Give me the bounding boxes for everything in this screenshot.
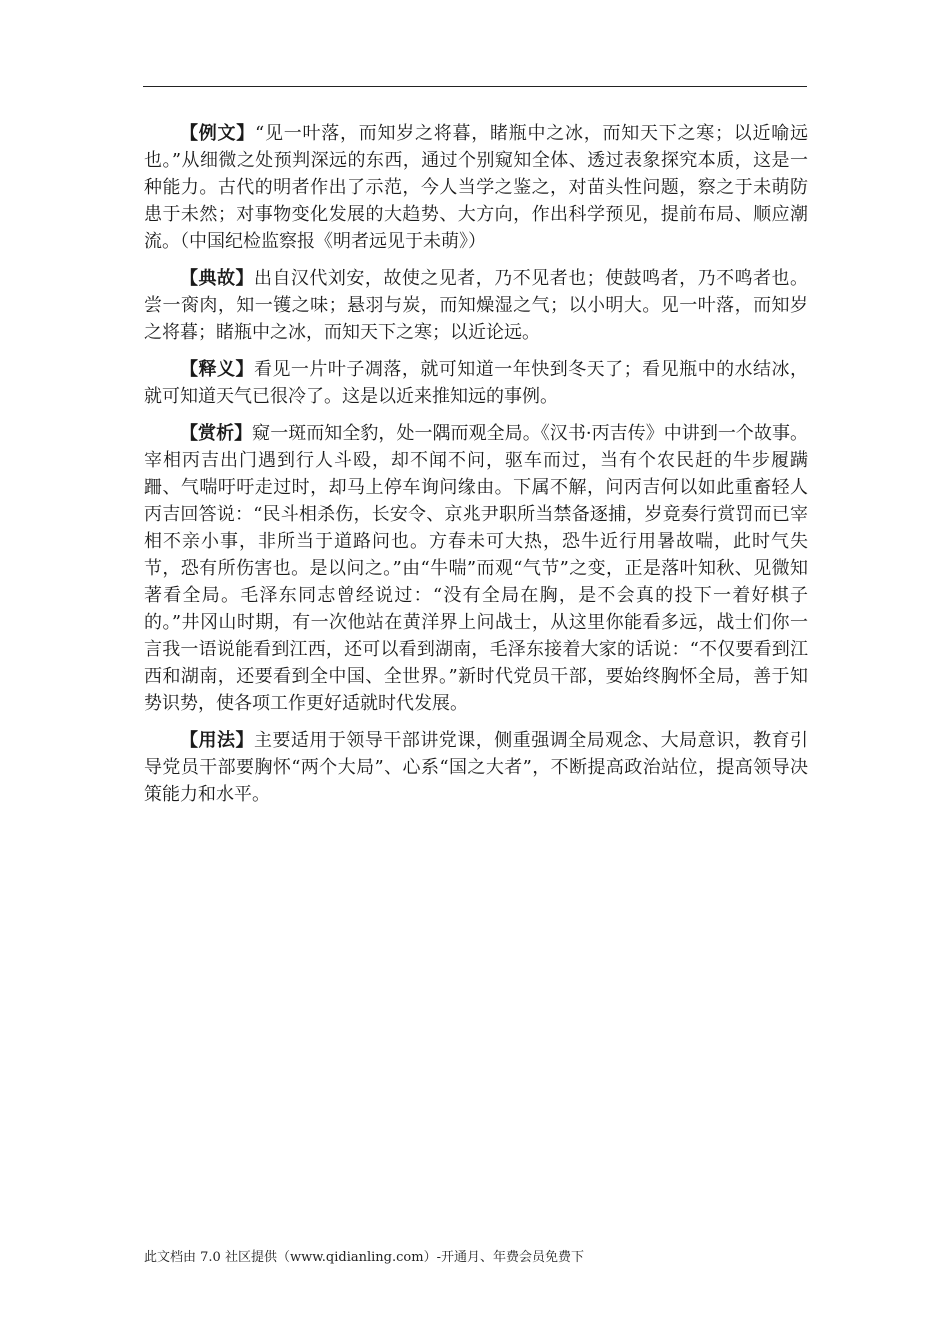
header-rule	[143, 86, 807, 87]
section-text: 窥一斑而知全豹，处一隅而观全局。《汉书·丙吉传》中讲到一个故事。宰相丙吉出门遇到行人斗殴，却不闻不问，驱车而过，当有个农民赶的牛步履蹒跚、气喘吁吁走过时，却马上停车询问缘由。下属不解，问丙吉何以如此重畜轻人丙吉回答说：“民斗相杀伤，长安令、京兆尹职所当禁备逐捕，岁竟奏行赏罚而已宰相不亲小事，非所当于道路问也。方春未可大热，恐牛近行用暑故喘，此时气失节，恐有所伤害也。是以问之。”由“牛喘”而观“气节”之变，正是落叶知秋、见微知著看全局。毛泽东同志曾经说过：“没有全局在胸，是不会真的投下一着好棋子的。”井冈山时期，有一次他站在黄洋界上问战士，从这里你能看多远，战士们你一言我一语说能看到江西，还可以看到湖南，毛泽东接着大家的话说：“不仅要看到江西和湖南，还要看到全中国、全世界。”新时代党员干部，要始终胸怀全局，善于知势识势，使各项工作更好适就时代发展。	[144, 423, 809, 714]
section-allusion	[144, 265, 808, 346]
section-text: “见一叶落，而知岁之将暮，睹瓶中之冰，而知天下之寒；以近喻远也。”从细微之处预判深远的东西，通过个别窥知全体、透过表象探究本质，这是一种能力。古代的明者作出了示范，今人当学之鉴之，对苗头性问题，察之于未萌防患于未然；对事物变化发展的大趋势、大方向，作出科学预见，提前布局、顺应潮流。（中国纪检监察报《明者远见于未萌》）	[144, 123, 809, 252]
section-text: 看见一片叶子凋落，就可知道一年快到冬天了；看见瓶中的水结冰，就可知道天气已很冷了。这是以近来推知远的事例。	[144, 359, 809, 407]
section-example	[144, 120, 808, 255]
page-footer: 此文档由 7.0 社区提供（www.qidianling.com）-开通月、年费会员免费下	[144, 1250, 584, 1265]
section-tag: 【赏析】	[180, 423, 253, 444]
section-text: 出自汉代刘安，故使之见者，乃不见者也；使鼓鸣者，乃不鸣者也。尝一脔肉，知一镬之味；悬羽与炭，而知燥湿之气；以小明大。见一叶落，而知岁之将暮；睹瓶中之冰，而知天下之寒；以近论远。	[144, 268, 809, 343]
section-tag: 【用法】	[180, 730, 254, 751]
section-usage	[144, 727, 808, 808]
document-body	[144, 120, 808, 818]
section-tag: 【典故】	[180, 268, 254, 289]
section-tag: 【释义】	[180, 359, 254, 380]
section-text: 主要适用于领导干部讲党课，侧重强调全局观念、大局意识，教育引导党员干部要胸怀“两个大局”、心系“国之大者”，不断提高政治站位，提高领导决策能力和水平。	[144, 730, 809, 805]
section-tag: 【例文】	[180, 123, 256, 144]
section-appreciation	[144, 420, 808, 717]
section-meaning	[144, 356, 808, 410]
